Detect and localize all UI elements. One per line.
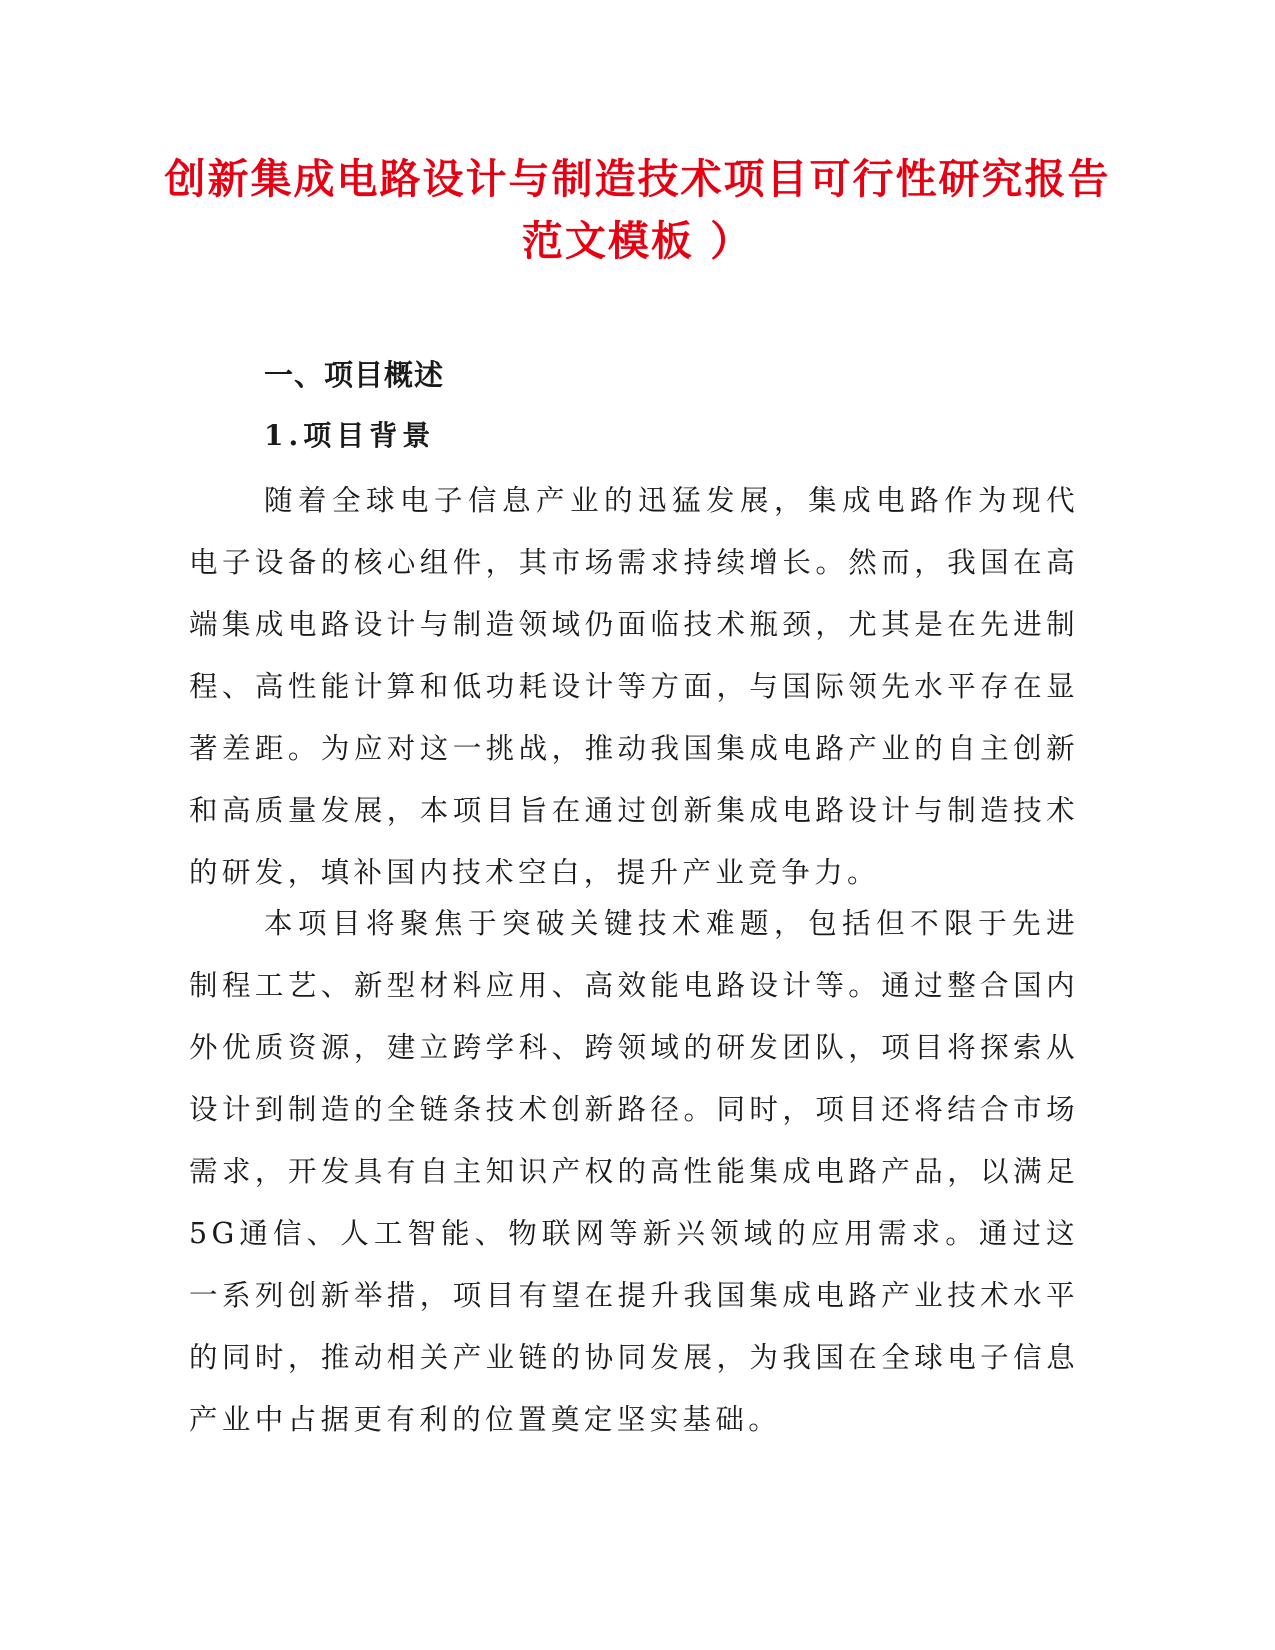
section-heading: 一、项目概述 bbox=[264, 358, 445, 392]
paragraph-background-2: 本项目将聚焦于突破关键技术难题，包括但不限于先进制程工艺、新型材料应用、高效能电路设计等。通过整合国内外优质资源，建立跨学科、跨领域的研发团队，项目将探索从设计到制造的全链条技术创新路径。同时，项目还将结合市场需求，开发具有自主知识产权的高性能集成电路产品，以满足5G通信、人工智能、物联网等新兴领域的应用需求。通过这一系列创新举措，项目有望在提升我国集成电路产业技术水平的同时，推动相关产业链的协同发展，为我国在全球电子信息产业中占据更有利的位置奠定坚实基础。 bbox=[189, 907, 1079, 1436]
paragraph-background-1: 随着全球电子信息产业的迅猛发展，集成电路作为现代电子设备的核心组件，其市场需求持续增长。然而，我国在高端集成电路设计与制造领域仍面临技术瓶颈，尤其是在先进制程、高性能计算和低功耗设计等方面，与国际领先水平存在显著差距。为应对这一挑战，推动我国集成电路产业的自主创新和高质量发展，本项目旨在通过创新集成电路设计与制造技术的研发，填补国内技术空白，提升产业竞争力。 bbox=[189, 484, 1079, 889]
document-title: 创新集成电路设计与制造技术项目可行性研究报告范文模板 ） bbox=[164, 155, 1111, 265]
sub-heading: 1.项目背景 bbox=[264, 419, 436, 452]
